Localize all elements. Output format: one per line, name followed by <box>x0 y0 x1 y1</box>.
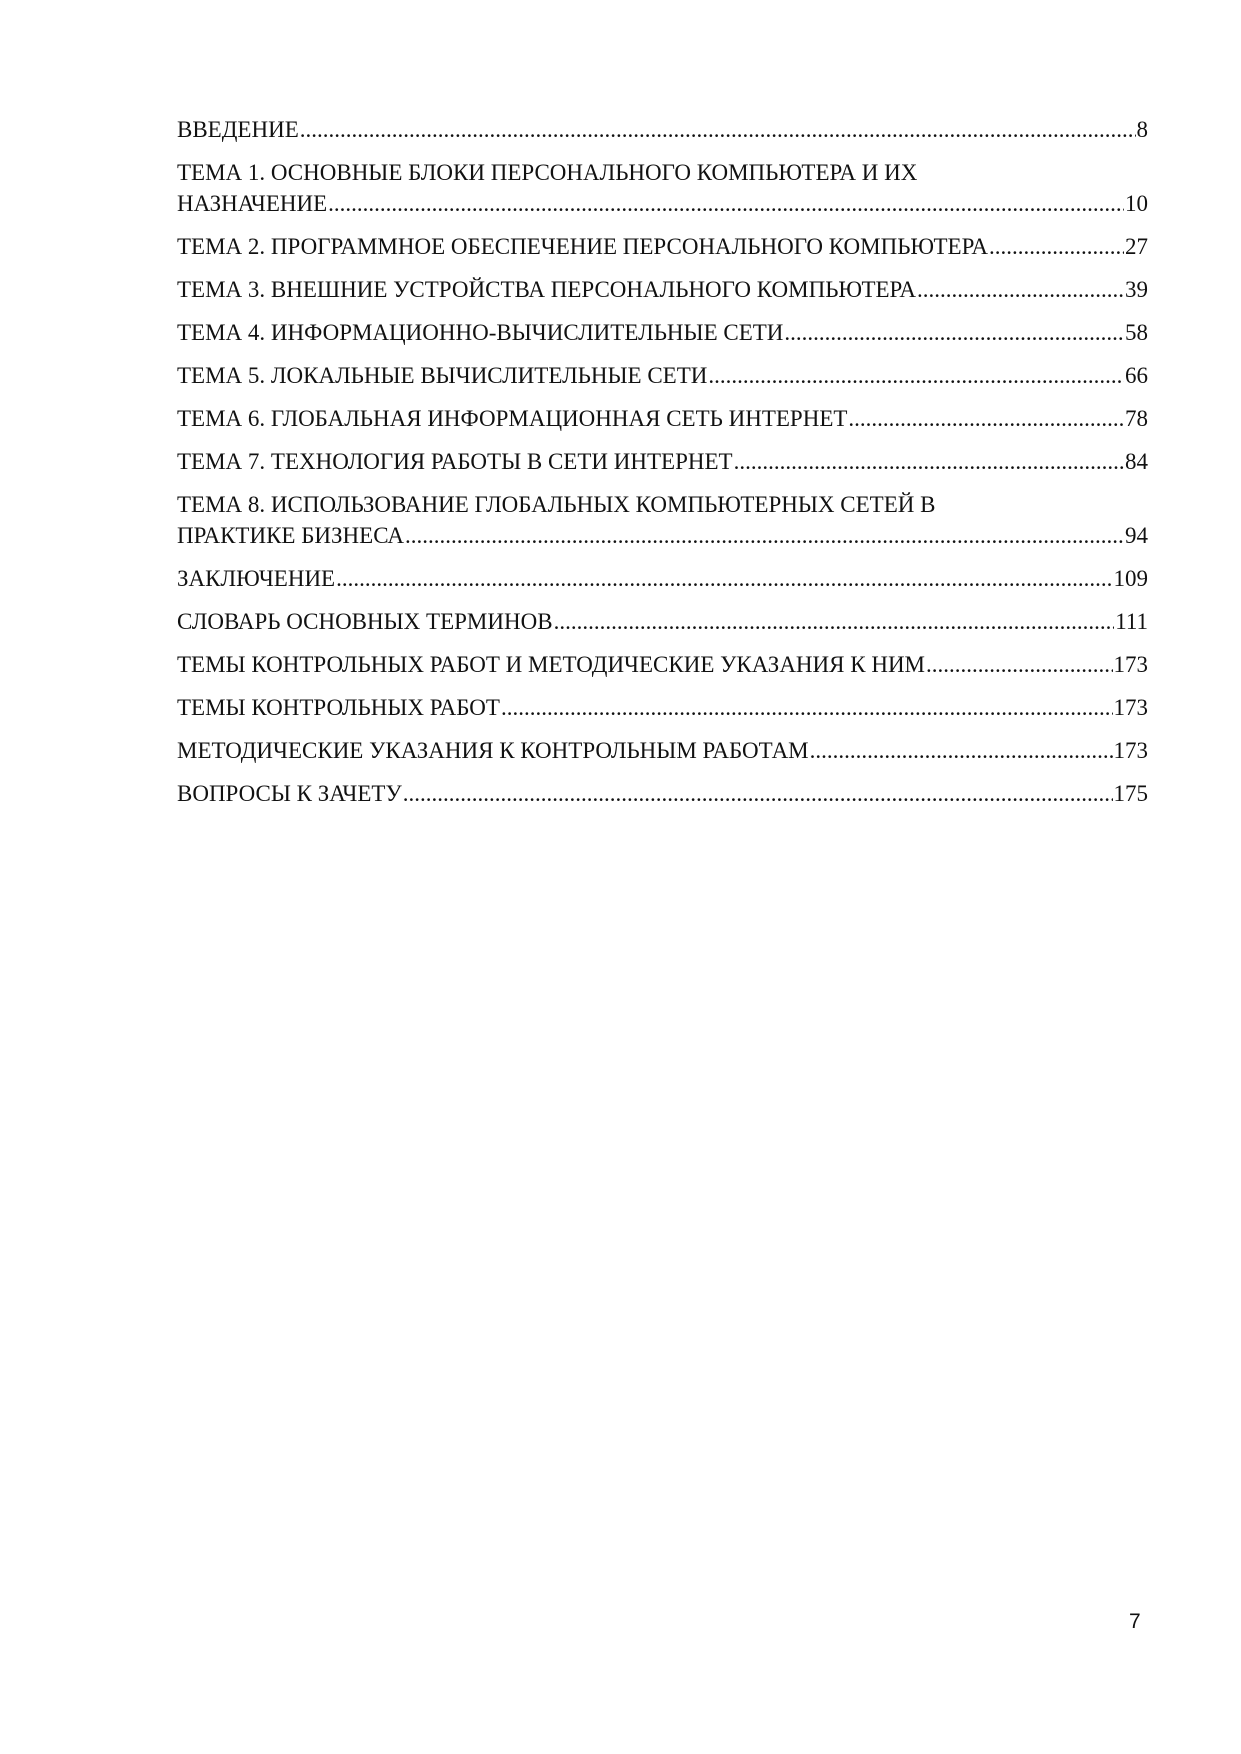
toc-entry-topic-8[interactable] <box>177 489 1148 551</box>
dot-leader <box>810 735 1113 766</box>
dot-leader <box>848 403 1124 434</box>
table-of-contents <box>177 114 1148 821</box>
toc-entry-page: 39 <box>1125 277 1148 302</box>
toc-line <box>177 446 1148 477</box>
toc-entry-title: МЕТОДИЧЕСКИЕ УКАЗАНИЯ К КОНТРОЛЬНЫМ РАБОТАМ <box>177 738 809 763</box>
toc-entry-exam-questions[interactable] <box>177 778 1148 809</box>
toc-line <box>177 317 1148 348</box>
toc-line <box>177 114 1148 145</box>
toc-entry-title: ТЕМА 3. ВНЕШНИЕ УСТРОЙСТВА ПЕРСОНАЛЬНОГО КОМПЬЮТЕРА <box>177 277 917 302</box>
toc-line <box>177 692 1148 723</box>
dot-leader <box>554 606 1115 637</box>
toc-entry-page: 111 <box>1115 609 1148 634</box>
toc-entry-page: 58 <box>1125 320 1148 345</box>
toc-entry-title: ТЕМЫ КОНТРОЛЬНЫХ РАБОТ И МЕТОДИЧЕСКИЕ УКАЗАНИЯ К НИМ <box>177 652 926 677</box>
toc-entry-title: ТЕМА 5. ЛОКАЛЬНЫЕ ВЫЧИСЛИТЕЛЬНЫЕ СЕТИ <box>177 363 708 388</box>
dot-leader <box>405 520 1124 551</box>
toc-entry-page: 8 <box>1136 117 1148 142</box>
toc-entry-page: 27 <box>1125 234 1148 259</box>
toc-entry-page: 173 <box>1113 652 1148 677</box>
toc-entry-page: 66 <box>1125 363 1148 388</box>
dot-leader <box>328 188 1124 219</box>
toc-entry-conclusion[interactable] <box>177 563 1148 594</box>
toc-entry-topic-3[interactable] <box>177 274 1148 305</box>
toc-entry-page: 175 <box>1113 781 1148 806</box>
toc-entry-page: 173 <box>1113 695 1148 720</box>
toc-entry-title: ТЕМА 6. ГЛОБАЛЬНАЯ ИНФОРМАЦИОННАЯ СЕТЬ ИНТЕРНЕТ <box>177 406 848 431</box>
toc-entry-page: 10 <box>1125 191 1148 216</box>
toc-line <box>177 778 1148 809</box>
toc-entry-title: ТЕМА 2. ПРОГРАММНОЕ ОБЕСПЕЧЕНИЕ ПЕРСОНАЛЬНОГО КОМПЬЮТЕРА <box>177 234 989 259</box>
toc-entry-page: 78 <box>1125 406 1148 431</box>
toc-entry-title: НАЗНАЧЕНИЕ <box>177 191 328 216</box>
toc-entry-title: ПРАКТИКЕ БИЗНЕСА <box>177 523 405 548</box>
dot-leader <box>734 446 1124 477</box>
dot-leader <box>784 317 1124 348</box>
toc-entry-title-line1: ТЕМА 8. ИСПОЛЬЗОВАНИЕ ГЛОБАЛЬНЫХ КОМПЬЮТЕРНЫХ СЕТЕЙ В <box>177 492 936 517</box>
toc-entry-glossary[interactable] <box>177 606 1148 637</box>
dot-leader <box>989 231 1124 262</box>
toc-entry-title: СЛОВАРЬ ОСНОВНЫХ ТЕРМИНОВ <box>177 609 553 634</box>
dot-leader <box>501 692 1113 723</box>
page-number: 7 <box>1129 1610 1141 1633</box>
dot-leader <box>926 649 1112 680</box>
toc-line <box>177 188 1148 219</box>
toc-entry-title: ВВЕДЕНИЕ <box>177 117 299 142</box>
toc-line <box>177 735 1148 766</box>
toc-entry-topic-4[interactable] <box>177 317 1148 348</box>
toc-line <box>177 520 1148 551</box>
toc-entry-page: 173 <box>1113 738 1148 763</box>
toc-line <box>177 563 1148 594</box>
toc-line <box>177 360 1148 391</box>
dot-leader <box>336 563 1112 594</box>
toc-entry-title: ЗАКЛЮЧЕНИЕ <box>177 566 336 591</box>
toc-entry-title: ТЕМА 4. ИНФОРМАЦИОННО-ВЫЧИСЛИТЕЛЬНЫЕ СЕТИ <box>177 320 784 345</box>
toc-entry-assignments-and-guidelines[interactable] <box>177 649 1148 680</box>
dot-leader <box>300 114 1136 145</box>
toc-entry-page: 84 <box>1125 449 1148 474</box>
dot-leader <box>708 360 1124 391</box>
toc-entry-page: 109 <box>1113 566 1148 591</box>
toc-entry-title: ТЕМЫ КОНТРОЛЬНЫХ РАБОТ <box>177 695 500 720</box>
toc-entry-topic-2[interactable] <box>177 231 1148 262</box>
toc-entry-introduction[interactable] <box>177 114 1148 145</box>
toc-entry-title: ВОПРОСЫ К ЗАЧЕТУ <box>177 781 402 806</box>
toc-entry-topic-6[interactable] <box>177 403 1148 434</box>
toc-entry-guidelines[interactable] <box>177 735 1148 766</box>
toc-entry-topic-5[interactable] <box>177 360 1148 391</box>
toc-line <box>177 231 1148 262</box>
toc-entry-title-line1: ТЕМА 1. ОСНОВНЫЕ БЛОКИ ПЕРСОНАЛЬНОГО КОМПЬЮТЕРА И ИХ <box>177 160 918 185</box>
toc-entry-topic-1[interactable] <box>177 157 1148 219</box>
toc-entry-page: 94 <box>1125 523 1148 548</box>
toc-line <box>177 649 1148 680</box>
toc-entry-topic-7[interactable] <box>177 446 1148 477</box>
dot-leader <box>403 778 1113 809</box>
toc-line <box>177 403 1148 434</box>
toc-entry-assignment-topics[interactable] <box>177 692 1148 723</box>
toc-line <box>177 606 1148 637</box>
toc-entry-title: ТЕМА 7. ТЕХНОЛОГИЯ РАБОТЫ В СЕТИ ИНТЕРНЕТ <box>177 449 733 474</box>
dot-leader <box>917 274 1124 305</box>
toc-line <box>177 274 1148 305</box>
